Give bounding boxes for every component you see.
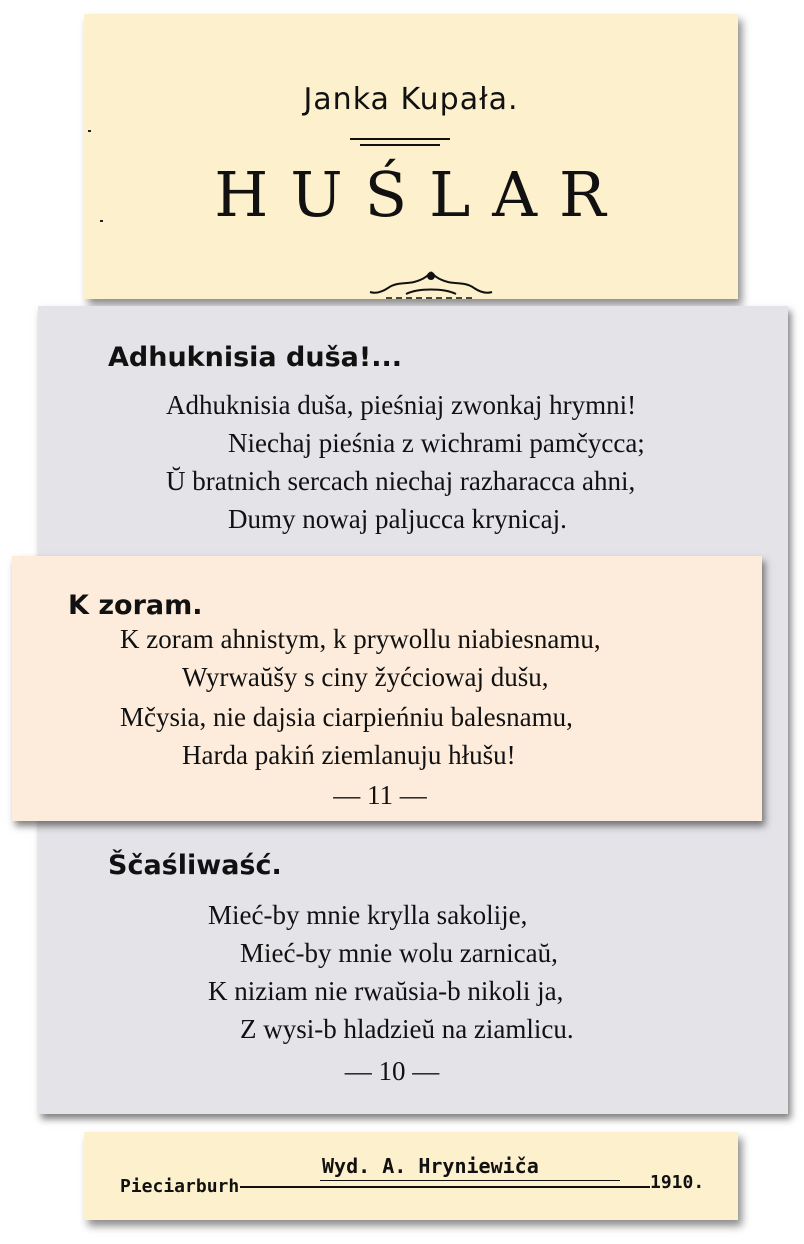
title-rule	[350, 138, 450, 140]
poem-line: K zoram ahnistym, k prywollu niabiesnamu,	[120, 624, 601, 654]
author-name: Janka Kupała.	[303, 82, 519, 117]
poem-line: Mieć-by mnie wolu zarnicaŭ,	[240, 938, 558, 968]
cover-footer	[84, 1132, 738, 1220]
publisher: Wyd. A. Hryniewiča	[322, 1154, 539, 1178]
poem-line: Harda pakiń ziemlanuju hłušu!	[182, 740, 516, 770]
page-number: — 10 —	[344, 1056, 440, 1086]
poem-line: K niziam nie rwaŭsia-b nikoli ja,	[208, 976, 564, 1006]
poem-line: Mčysia, nie dajsia ciarpieńniu balesnamu,	[120, 702, 573, 732]
print-speck	[88, 130, 91, 132]
footer-rule	[240, 1186, 650, 1188]
poem-heading: K zoram.	[68, 590, 203, 621]
publication-year: 1910.	[650, 1172, 705, 1193]
poem-line: Mieć-by mnie krylla sakolije,	[208, 900, 528, 930]
poem-line: Z wysi-b hladzieŭ na ziamlicu.	[240, 1014, 574, 1044]
page-number: — 11 —	[333, 780, 427, 810]
poem-line: Niechaj pieśnia z wichrami pamčycca;	[228, 428, 645, 458]
poem-line: Dumy nowaj paljucca krynicaj.	[228, 504, 567, 534]
footer-rule	[320, 1180, 620, 1181]
poem-panel-front	[12, 556, 762, 821]
poem-line: Ŭ bratnich sercach niechaj razharacca ahni,	[166, 466, 636, 496]
poem-line: Adhuknisia duša, pieśniaj zwonkaj hrymni!	[166, 390, 637, 420]
ornament-icon	[366, 268, 496, 300]
poem-heading: Ščaśliwaść.	[108, 850, 282, 881]
book-title: HUŚLAR	[214, 158, 628, 231]
poem-line: Wyrwaŭšy s ciny žyćciowaj dušu,	[182, 662, 549, 692]
poem-heading: Adhuknisia duša!...	[108, 342, 402, 373]
book-cover	[84, 14, 738, 299]
title-rule	[360, 144, 440, 146]
publication-place: Pieciarburh	[120, 1176, 240, 1197]
